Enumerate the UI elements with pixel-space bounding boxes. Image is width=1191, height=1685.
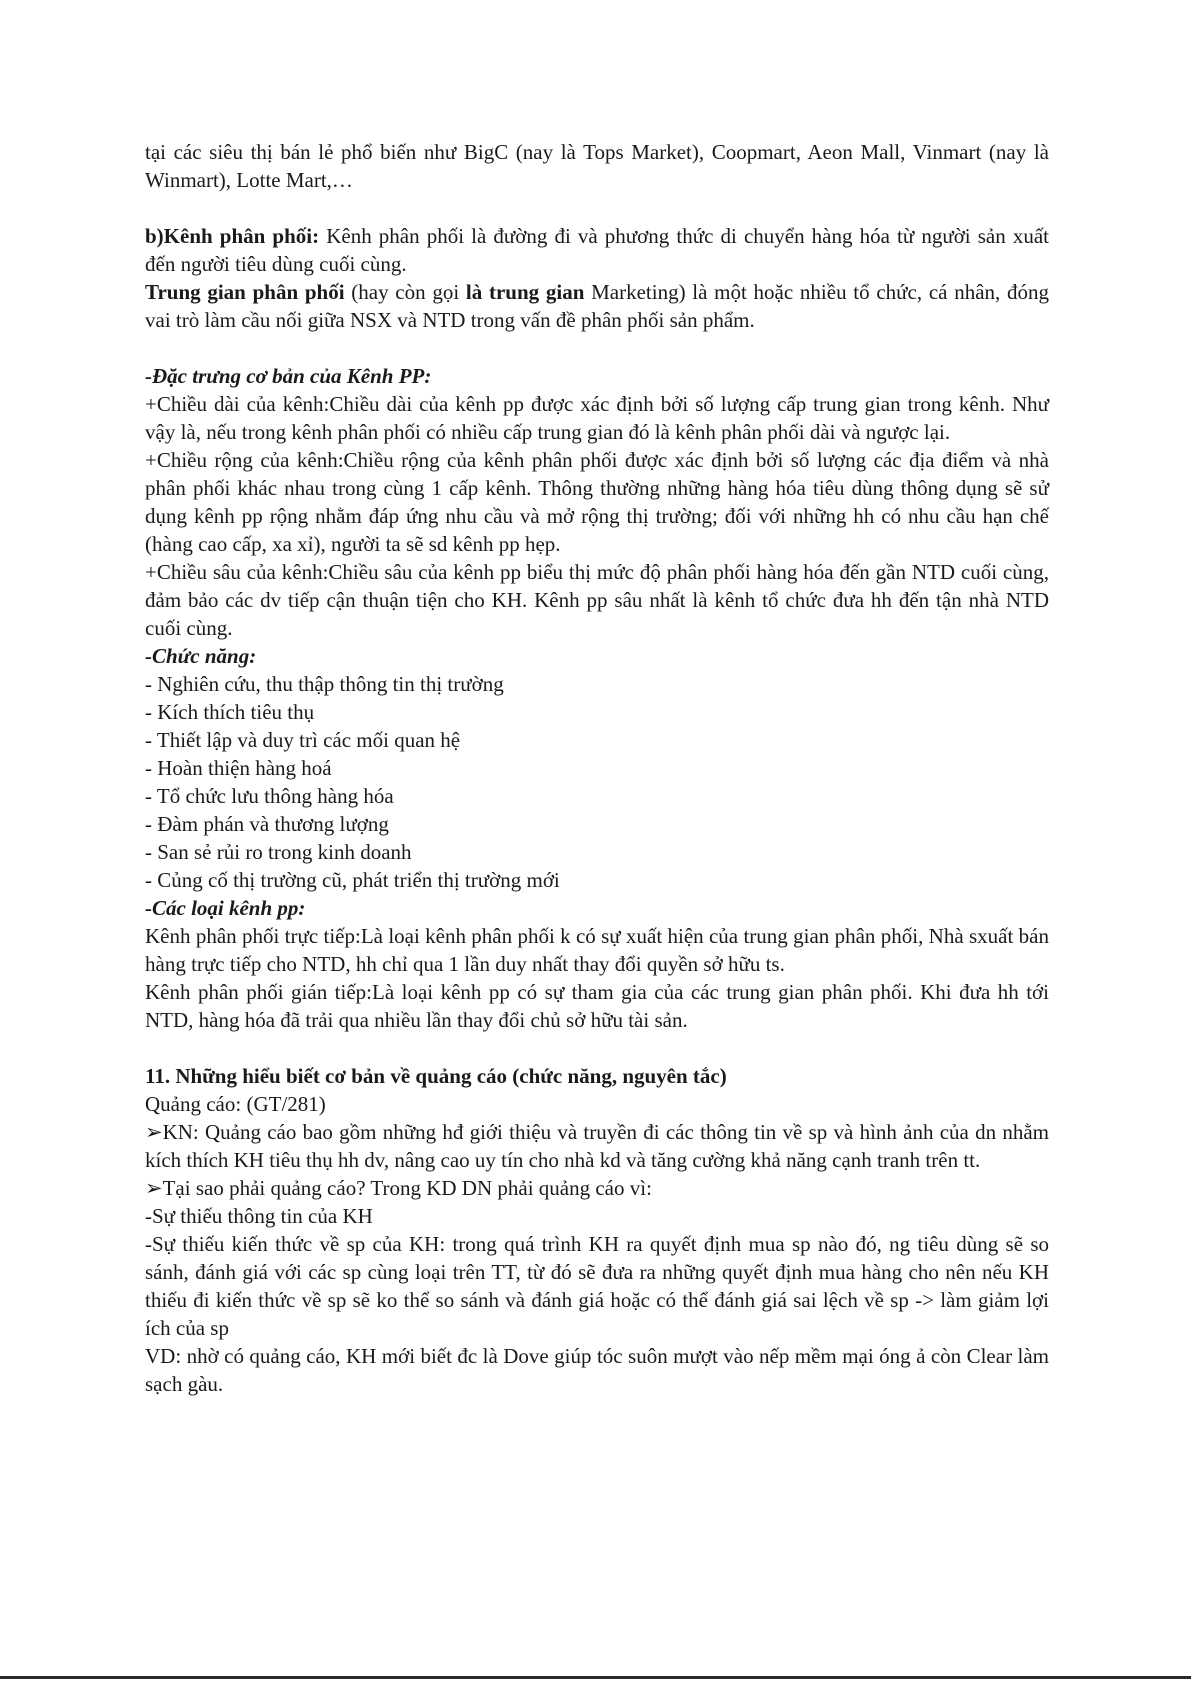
functions-heading: -Chức năng: [145, 644, 257, 668]
intermediary-rest: Marketing) là một hoặc nhiều tổ chức, cá nhân, đóng vai trò làm cầu nối giữa NSX và NTD trong vấn đề phân phối sản phẩm. [145, 280, 1049, 332]
spacer [145, 334, 1049, 362]
characteristics-heading: -Đặc trưng cơ bản của Kênh PP: [145, 364, 432, 388]
indirect-channel-paragraph: Kênh phân phối gián tiếp:Là loại kênh pp có sự tham gia của các trung gian phân phối. Khi đưa hh tới NTD, hàng hóa đã trải qua nhiều lần thay đổi chủ sở hữu tài sản. [145, 980, 1049, 1032]
direct-channel-paragraph: Kênh phân phối trực tiếp:Là loại kênh phân phối k có sự xuất hiện của trung gian phân phối, Nhà sxuất bán hàng trực tiếp cho NTD, hh chỉ qua 1 lần duy nhất thay đổi quyền sở hữu ts. [145, 924, 1049, 976]
function-item: - Thiết lập và duy trì các mối quan hệ [145, 728, 461, 752]
intermediary-mid: (hay còn gọi [344, 280, 466, 304]
page-bottom-rule [0, 1676, 1191, 1679]
channel-heading: b)Kênh phân phối: [145, 224, 320, 248]
function-item: - San sẻ rủi ro trong kinh doanh [145, 840, 412, 864]
spacer [145, 194, 1049, 222]
intermediary-term-2: là trung gian [465, 280, 585, 304]
intermediary-term: Trung gian phân phối [145, 280, 345, 304]
advertising-reason-2: -Sự thiếu kiến thức về sp của KH: trong quá trình KH ra quyết định mua sp nào đó, ng tiêu dùng sẽ so sánh, đánh giá với các sp cùng loại trên TT, từ đó sẽ đưa ra những quyết định mua hàng cho nên nếu KH thiếu đi kiến thức về sp sẽ ko thể so sánh và đánh giá hoặc có thể đánh giá sai lệch về sp -> làm giảm lợi ích của sp [145, 1232, 1049, 1340]
characteristic-length: +Chiều dài của kênh:Chiều dài của kênh pp được xác định bởi số lượng cấp trung gian trong kênh. Như vậy là, nếu trong kênh phân phối có nhiều cấp trung gian đó là kênh phân phối dài và ngược lại. [145, 392, 1049, 444]
intro-paragraph: tại các siêu thị bán lẻ phổ biến như BigC (nay là Tops Market), Coopmart, Aeon Mall, Vinmart (nay là Winmart), Lotte Mart,… [145, 140, 1049, 192]
advertising-heading [145, 1062, 1049, 1090]
advertising-reference: Quảng cáo: (GT/281) [145, 1092, 326, 1116]
function-item: - Củng cố thị trường cũ, phát triển thị trường mới [145, 868, 560, 892]
function-item: - Hoàn thiện hàng hoá [145, 756, 332, 780]
characteristic-width: +Chiều rộng của kênh:Chiều rộng của kênh phân phối được xác định bởi số lượng các địa điểm và nhà phân phối khác nhau trong cùng 1 cấp kênh. Thông thường những hàng hóa tiêu dùng thông dụng sẽ sử dụng kênh pp rộng nhằm đáp ứng nhu cầu và mở rộng thị trường; đối với những hh có nhu cầu hạn chế (hàng cao cấp, xa xỉ), người ta sẽ sd kênh pp hẹp. [145, 448, 1049, 556]
function-item: - Tổ chức lưu thông hàng hóa [145, 784, 394, 808]
advertising-why: ➢Tại sao phải quảng cáo? Trong KD DN phải quảng cáo vì: [145, 1176, 652, 1200]
types-heading: -Các loại kênh pp: [145, 896, 306, 920]
advertising-example: VD: nhờ có quảng cáo, KH mới biết đc là Dove giúp tóc suôn mượt vào nếp mềm mại óng ả còn Clear làm sạch gàu. [145, 1344, 1049, 1396]
advertising-heading-text: 11. Những hiểu biết cơ bản về quảng cáo (chức năng, nguyên tắc) [145, 1064, 727, 1088]
advertising-definition: ➢KN: Quảng cáo bao gồm những hđ giới thiệu và truyền đi các thông tin về sp và hình ảnh của dn nhằm kích thích KH tiêu thụ hh dv, nâng cao uy tín cho nhà kd và tăng cường khả năng cạnh tranh trên tt. [145, 1120, 1049, 1172]
spacer [145, 1034, 1049, 1062]
advertising-reason-1: -Sự thiếu thông tin của KH [145, 1204, 373, 1228]
channel-definition: Kênh phân phối là đường đi và phương thức di chuyển hàng hóa từ người sản xuất đến người tiêu dùng cuối cùng. [145, 224, 1049, 276]
intermediary-paragraph [145, 278, 1049, 334]
function-item: - Đàm phán và thương lượng [145, 812, 389, 836]
channel-definition-paragraph [145, 222, 1049, 278]
function-item: - Nghiên cứu, thu thập thông tin thị trường [145, 672, 504, 696]
document-page [145, 138, 1049, 1398]
characteristic-depth: +Chiều sâu của kênh:Chiều sâu của kênh pp biểu thị mức độ phân phối hàng hóa đến gần NTD cuối cùng, đảm bảo các dv tiếp cận thuận tiện cho KH. Kênh pp sâu nhất là kênh tổ chức đưa hh đến tận nhà NTD cuối cùng. [145, 560, 1049, 640]
function-item: - Kích thích tiêu thụ [145, 700, 315, 724]
